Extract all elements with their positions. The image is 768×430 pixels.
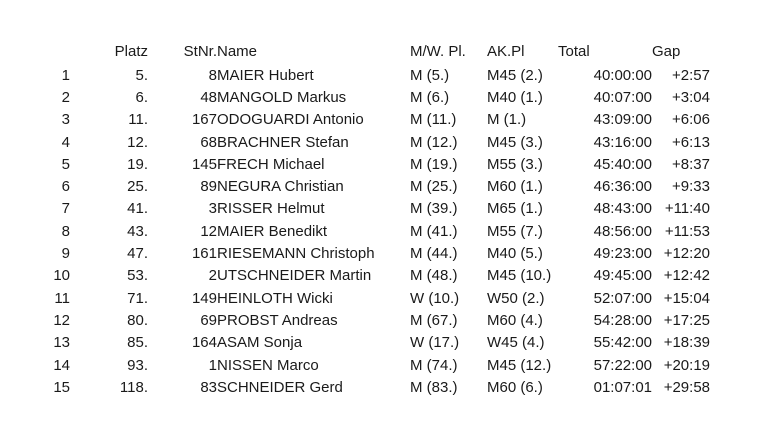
cell-gap: +3:04 [672, 88, 710, 106]
cell-total: 49:23:00 [593, 245, 652, 263]
cell-total: 54:28:00 [593, 311, 652, 329]
cell-akpl: M60 (6.) [487, 378, 543, 396]
cell-mwpl: W (10.) [410, 289, 460, 307]
cell-name: FRECH Michael [217, 155, 325, 173]
table-row [0, 86, 710, 108]
cell-platz: 93. [127, 356, 148, 374]
cell-idx: 9 [61, 245, 70, 263]
cell-total: 57:22:00 [593, 356, 652, 374]
cell-total: 49:45:00 [593, 267, 652, 285]
table-row [0, 198, 710, 220]
cell-platz: 53. [127, 267, 148, 285]
cell-gap: +29:58 [663, 378, 710, 396]
cell-name: NISSEN Marco [217, 356, 319, 374]
cell-name: MANGOLD Markus [217, 88, 347, 106]
cell-platz: 47. [127, 245, 148, 263]
cell-total: 01:07:01 [593, 378, 652, 396]
cell-name: SCHNEIDER Gerd [217, 378, 343, 396]
table-row [0, 131, 710, 153]
cell-idx: 10 [53, 267, 70, 285]
cell-idx: 15 [53, 378, 70, 396]
cell-akpl: M40 (5.) [487, 245, 543, 263]
cell-total: 48:43:00 [593, 200, 652, 218]
cell-stnr: 164 [191, 334, 217, 352]
cell-akpl: M60 (1.) [487, 178, 543, 196]
cell-akpl: M45 (2.) [487, 66, 543, 84]
table-row [0, 109, 710, 131]
cell-mwpl: M (39.) [410, 200, 458, 218]
cell-name: NEGURA Christian [217, 178, 344, 196]
cell-gap: +15:04 [663, 289, 710, 307]
cell-platz: 12. [127, 133, 148, 151]
cell-akpl: M55 (7.) [487, 222, 543, 240]
cell-idx: 14 [53, 356, 70, 374]
cell-gap: +11:40 [664, 200, 710, 218]
cell-stnr: 1 [208, 356, 217, 374]
cell-total: 43:16:00 [593, 133, 652, 151]
cell-platz: 6. [135, 88, 148, 106]
cell-name: PROBST Andreas [217, 311, 338, 329]
cell-gap: +17:25 [663, 311, 710, 329]
cell-total: 46:36:00 [593, 178, 652, 196]
cell-idx: 13 [53, 334, 70, 352]
cell-platz: 80. [127, 311, 148, 329]
cell-idx: 7 [61, 200, 70, 218]
cell-stnr: 145 [191, 155, 217, 173]
col-header-mw-place: M/W. Pl. [410, 42, 466, 60]
cell-akpl: M65 (1.) [487, 200, 543, 218]
cell-total: 45:40:00 [593, 155, 652, 173]
cell-stnr: 68 [200, 133, 217, 151]
cell-name: MAIER Hubert [217, 66, 314, 84]
cell-stnr: 48 [200, 88, 217, 106]
cell-name: ODOGUARDI Antonio [217, 111, 364, 129]
table-row [0, 242, 710, 264]
cell-stnr: 161 [191, 245, 217, 263]
col-header-total: Total [558, 42, 590, 60]
cell-platz: 43. [127, 222, 148, 240]
cell-stnr: 2 [208, 267, 217, 285]
header-row [0, 38, 710, 64]
cell-mwpl: M (19.) [410, 155, 458, 173]
cell-akpl: W45 (4.) [487, 334, 545, 352]
col-header-name: Name [217, 42, 258, 60]
col-header-index [0, 38, 70, 64]
col-header-platz: Platz [114, 42, 148, 60]
cell-gap: +12:42 [663, 267, 710, 285]
cell-idx: 1 [61, 66, 70, 84]
cell-gap: +6:13 [672, 133, 710, 151]
cell-stnr: 3 [208, 200, 217, 218]
cell-stnr: 89 [200, 178, 217, 196]
cell-platz: 41. [127, 200, 148, 218]
cell-idx: 8 [61, 222, 70, 240]
cell-akpl: M (1.) [487, 111, 527, 129]
cell-stnr: 8 [208, 66, 217, 84]
table-row [0, 376, 710, 398]
cell-name: BRACHNER Stefan [217, 133, 349, 151]
cell-platz: 19. [127, 155, 148, 173]
cell-mwpl: M (74.) [410, 356, 458, 374]
col-header-stnr: StNr. [183, 42, 217, 60]
cell-idx: 4 [61, 133, 70, 151]
cell-name: HEINLOTH Wicki [217, 289, 333, 307]
table-row [0, 175, 710, 197]
cell-platz: 11. [128, 111, 148, 129]
cell-akpl: M60 (4.) [487, 311, 543, 329]
cell-gap: +2:57 [672, 66, 710, 84]
cell-total: 43:09:00 [593, 111, 652, 129]
results-table [0, 38, 710, 398]
cell-name: RISSER Helmut [217, 200, 325, 218]
table-row [0, 287, 710, 309]
cell-gap: +11:53 [664, 222, 710, 240]
cell-gap: +20:19 [663, 356, 710, 374]
col-header-ak-place: AK.Pl [487, 42, 525, 60]
cell-total: 52:07:00 [593, 289, 652, 307]
cell-platz: 25. [127, 178, 148, 196]
cell-idx: 6 [61, 178, 70, 196]
cell-mwpl: M (5.) [410, 66, 450, 84]
cell-akpl: M45 (3.) [487, 133, 543, 151]
table-row [0, 153, 710, 175]
cell-mwpl: M (25.) [410, 178, 458, 196]
cell-idx: 12 [53, 311, 70, 329]
cell-gap: +8:37 [672, 155, 710, 173]
cell-gap: +18:39 [663, 334, 710, 352]
cell-stnr: 83 [200, 378, 217, 396]
table-row [0, 309, 710, 331]
cell-mwpl: M (67.) [410, 311, 458, 329]
cell-akpl: M45 (12.) [487, 356, 552, 374]
cell-stnr: 69 [200, 311, 217, 329]
cell-mwpl: M (41.) [410, 222, 458, 240]
table-row [0, 64, 710, 86]
cell-mwpl: M (11.) [410, 111, 457, 129]
table-row [0, 265, 710, 287]
cell-idx: 2 [61, 88, 70, 106]
cell-gap: +6:06 [672, 111, 710, 129]
cell-stnr: 12 [200, 222, 217, 240]
cell-mwpl: M (48.) [410, 267, 458, 285]
cell-gap: +9:33 [672, 178, 710, 196]
cell-mwpl: W (17.) [410, 334, 460, 352]
cell-name: RIESEMANN Christoph [217, 245, 375, 263]
cell-mwpl: M (44.) [410, 245, 458, 263]
cell-name: MAIER Benedikt [217, 222, 328, 240]
results-body [0, 64, 710, 398]
table-row [0, 354, 710, 376]
cell-total: 40:00:00 [593, 66, 652, 84]
cell-name: ASAM Sonja [217, 334, 303, 352]
cell-platz: 5. [135, 66, 148, 84]
cell-total: 55:42:00 [593, 334, 652, 352]
cell-total: 40:07:00 [593, 88, 652, 106]
table-row [0, 220, 710, 242]
cell-platz: 118. [119, 378, 148, 396]
cell-stnr: 149 [191, 289, 217, 307]
cell-idx: 5 [61, 155, 70, 173]
cell-akpl: M40 (1.) [487, 88, 543, 106]
cell-akpl: M45 (10.) [487, 267, 552, 285]
cell-total: 48:56:00 [593, 222, 652, 240]
cell-platz: 85. [127, 334, 148, 352]
cell-platz: 71. [127, 289, 148, 307]
cell-akpl: M55 (3.) [487, 155, 543, 173]
cell-mwpl: M (12.) [410, 133, 458, 151]
cell-idx: 11 [54, 289, 70, 307]
cell-mwpl: M (83.) [410, 378, 458, 396]
cell-gap: +12:20 [663, 245, 710, 263]
cell-akpl: W50 (2.) [487, 289, 545, 307]
table-row [0, 332, 710, 354]
col-header-gap: Gap [652, 42, 681, 60]
cell-mwpl: M (6.) [410, 88, 450, 106]
cell-idx: 3 [61, 111, 70, 129]
cell-name: UTSCHNEIDER Martin [217, 267, 372, 285]
cell-stnr: 167 [191, 111, 217, 129]
